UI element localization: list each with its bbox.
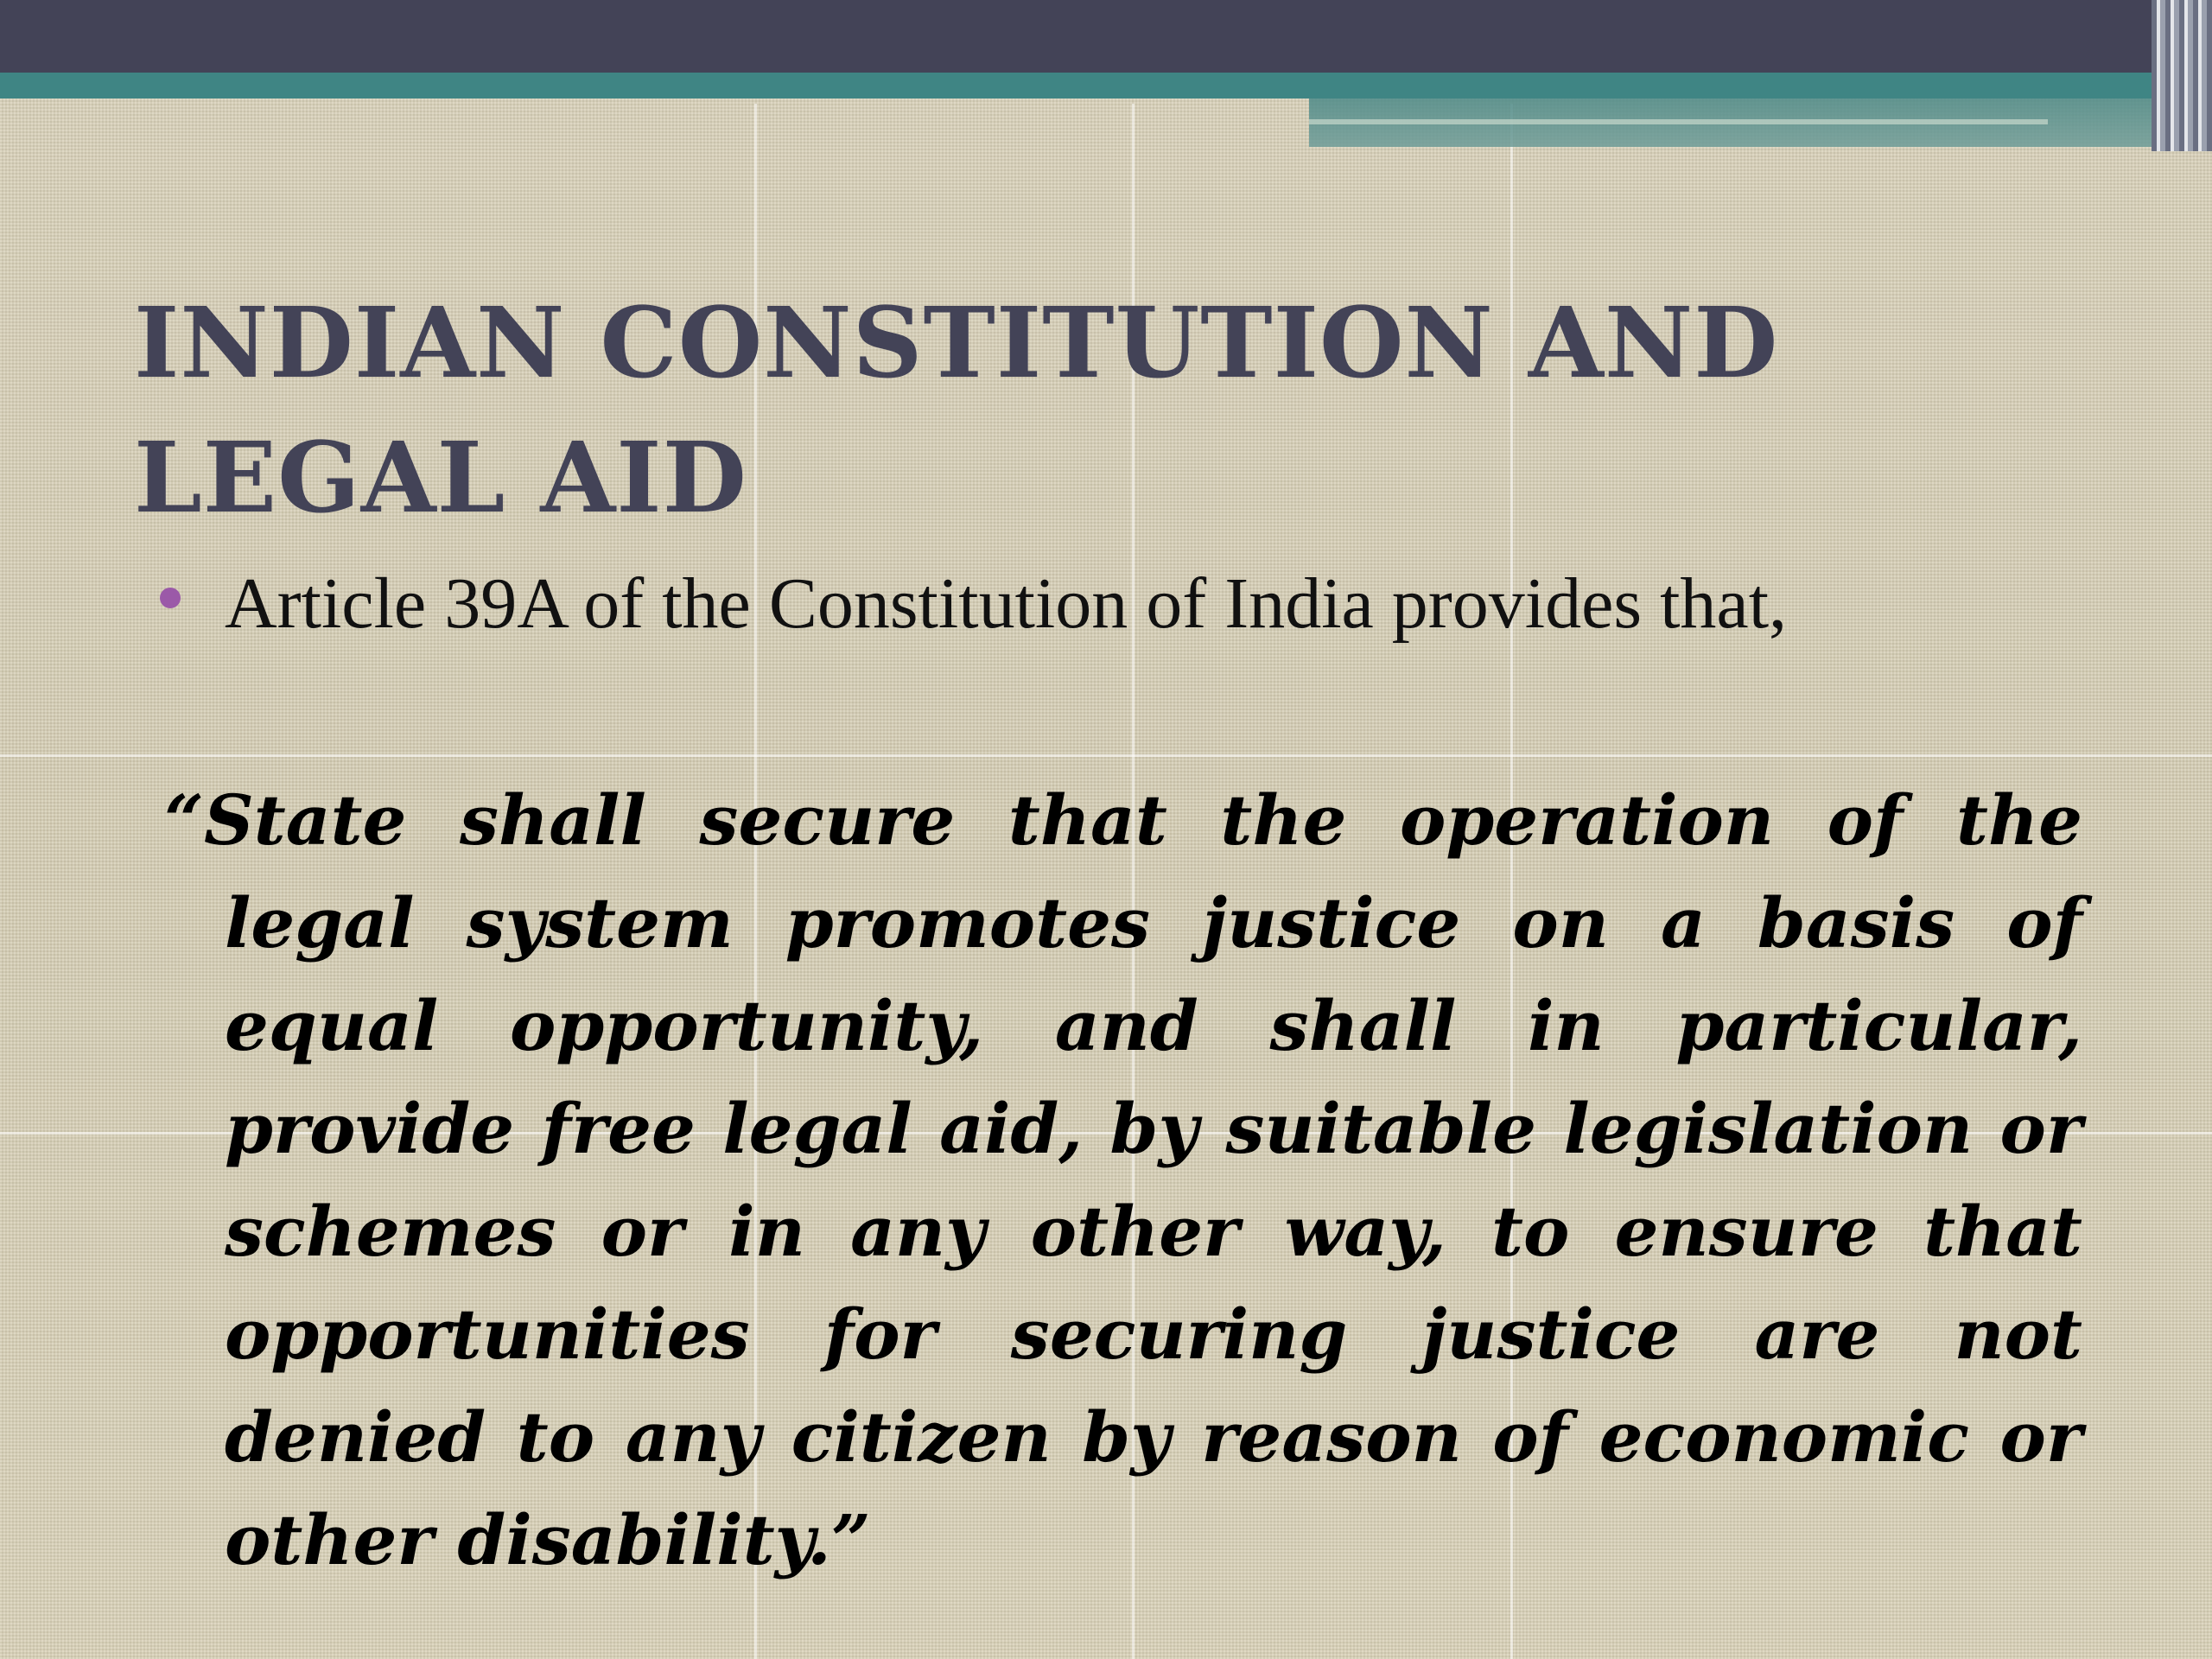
bullet-dot-icon — [160, 588, 181, 608]
slide-title: INDIAN CONSTITUTION AND LEGAL AID — [134, 287, 1779, 535]
background-grid-line — [0, 754, 2212, 757]
slide-header-bar — [0, 0, 2212, 73]
slide-header-teal-band — [0, 73, 2212, 99]
slide-edge-decoration — [2152, 0, 2212, 151]
slide-header-accent-stripe — [1309, 119, 2048, 124]
article-quote: “State shall secure that the operation of the legal system promotes justice on a basis of equal opportunity, and shall in particular, provide free legal aid, by suitable legislation or schemes or in any other way, to ensure that opportunities for securing justice are not denied to any citizen by reason of economic or other disability.” — [164, 779, 2082, 1580]
bullet-text: Article 39A of the Constitution of India provides that, — [225, 563, 1788, 644]
